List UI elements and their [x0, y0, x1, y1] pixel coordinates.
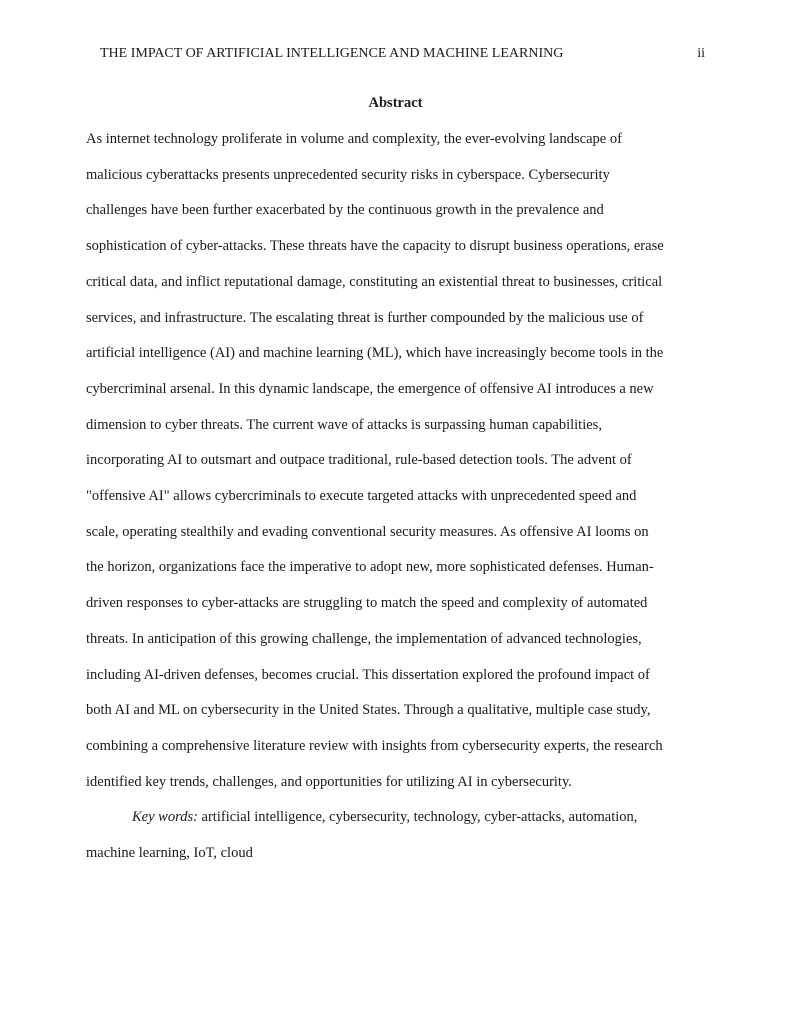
abstract-line: challenges have been further exacerbated by the continuous growth in the prevalence and [86, 202, 604, 219]
abstract-line: "offensive AI" allows cybercriminals to execute targeted attacks with unprecedented speed and [86, 488, 637, 505]
abstract-line: identified key trends, challenges, and opportunities for utilizing AI in cybersecurity. [86, 773, 572, 790]
abstract-line: the horizon, organizations face the imperative to adopt new, more sophisticated defenses. Human- [86, 559, 654, 576]
keywords-label: Key words: [132, 809, 198, 825]
abstract-line: both AI and ML on cybersecurity in the United States. Through a qualitative, multiple case study, [86, 702, 651, 719]
abstract-line: including AI-driven defenses, becomes crucial. This dissertation explored the profound impact of [86, 666, 650, 683]
page-number: ii [697, 46, 705, 61]
abstract-line: artificial intelligence (AI) and machine learning (ML), which have increasingly become tools in the [86, 345, 664, 362]
abstract-line: threats. In anticipation of this growing challenge, the implementation of advanced technologies, [86, 630, 642, 647]
keywords-line [86, 800, 706, 836]
abstract-body [86, 122, 706, 800]
abstract-line: As internet technology proliferate in volume and complexity, the ever-evolving landscape of [86, 131, 622, 147]
keywords-text: artificial intelligence, cybersecurity, technology, cyber-attacks, automation, [197, 809, 638, 825]
abstract-heading: Abstract [368, 95, 423, 111]
keywords-line-2: machine learning, IoT, cloud [86, 844, 253, 861]
abstract-line: malicious cyberattacks presents unprecedented security risks in cyberspace. Cybersecurity [86, 166, 610, 183]
abstract-line: dimension to cyber threats. The current wave of attacks is surpassing human capabilities, [86, 416, 602, 433]
abstract-line: critical data, and inflict reputational damage, constituting an existential threat to businesses, critical [86, 273, 663, 290]
abstract-line: services, and infrastructure. The escalating threat is further compounded by the malicious use of [86, 309, 644, 326]
running-head: THE IMPACT OF ARTIFICIAL INTELLIGENCE AND MACHINE LEARNING [100, 46, 564, 61]
abstract-line: incorporating AI to outsmart and outpace traditional, rule-based detection tools. The advent of [86, 452, 632, 469]
keywords-block [86, 800, 706, 871]
abstract-line: scale, operating stealthily and evading conventional security measures. As offensive AI looms on [86, 523, 649, 540]
abstract-line: sophistication of cyber-attacks. These threats have the capacity to disrupt business operations, erase [86, 238, 664, 255]
abstract-line: cybercriminal arsenal. In this dynamic landscape, the emergence of offensive AI introduces a new [86, 380, 654, 397]
abstract-line: combining a comprehensive literature review with insights from cybersecurity experts, the research [86, 737, 663, 754]
abstract-line: driven responses to cyber-attacks are struggling to match the speed and complexity of automated [86, 595, 648, 612]
